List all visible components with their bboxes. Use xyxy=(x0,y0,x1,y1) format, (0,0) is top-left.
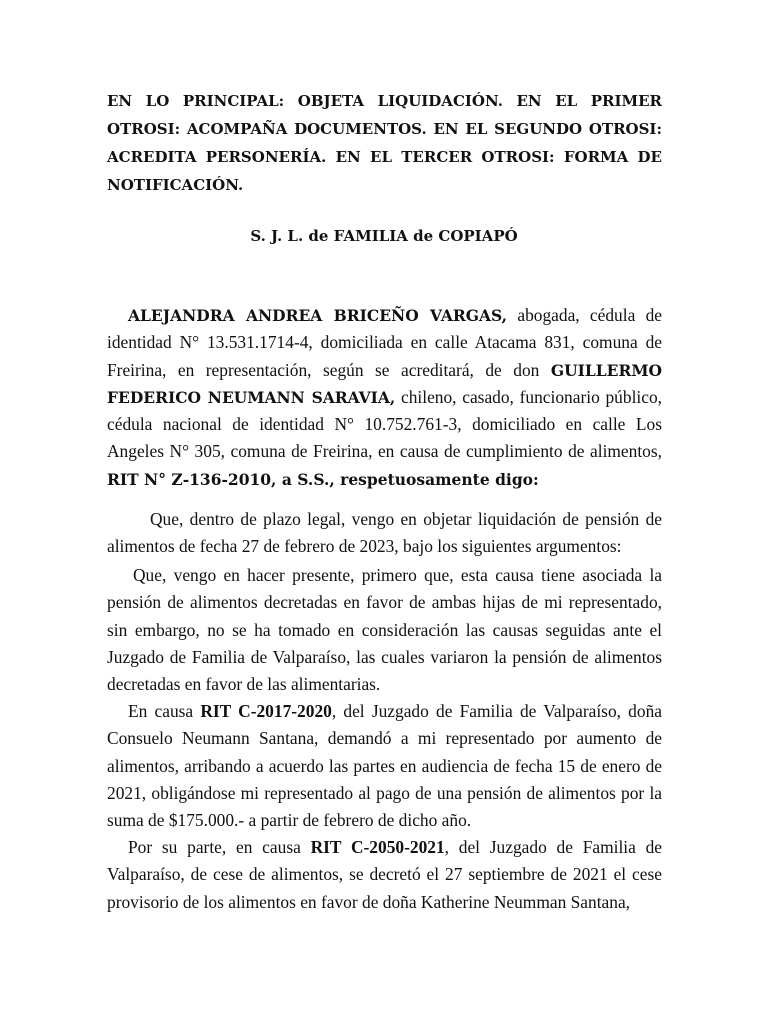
intro-text-1: abogada, cédula de identidad N° 13.531.1714-4, domiciliada en calle Atacama 831, comuna de Freirina, en representación, según se acreditará, de don xyxy=(107,305,662,380)
paragraph-objection: Que, dentro de plazo legal, vengo en objetar liquidación de pensión de alimentos de fecha 27 de febrero de 2023, bajo los siguientes argumentos: xyxy=(107,509,662,557)
intro-closing: RIT N° Z-136-2010, a S.S., respetuosamente digo: xyxy=(107,469,539,489)
intro-text-2: chileno, casado, funcionario público, cédula nacional de identidad N° 10.752.761-3, domiciliado en calle Los Angeles N° 305, comuna de Freirina, en causa de cumplimiento de alimentos, xyxy=(107,386,662,462)
p5-prefix: Por su parte, en causa xyxy=(128,837,311,857)
document-heading: EN LO PRINCIPAL: OBJETA LIQUIDACIÓN. EN EL PRIMER OTROSI: ACOMPAÑA DOCUMENTOS. EN EL SEGUNDO OTROSI: ACREDITA PERSONERÍA. EN EL TERCER OTROSI: FORMA DE NOTIFICACIÓN. xyxy=(107,92,662,194)
client-name: GUILLERMO FEDERICO NEUMANN SARAVIA, xyxy=(107,360,662,407)
p4-rit: RIT C-2017-2020 xyxy=(200,701,332,721)
lawyer-name: ALEJANDRA ANDREA BRICEÑO VARGAS, xyxy=(128,306,508,325)
paragraph-context: Que, vengo en hacer presente, primero que, esta causa tiene asociada la pensión de alimentos decretadas en favor de ambas hijas de mi representado, sin embargo, no se ha tomado en consideración las causas seguidas ante el Juzgado de Familia de Valparaíso, las cuales variaron la pensión de alimentos decretadas en favor de las alimentarias. xyxy=(107,565,662,695)
court-addressee: S. J. L. de FAMILIA de COPIAPÓ xyxy=(250,227,518,245)
p4-prefix: En causa xyxy=(128,701,201,721)
p4-text: , del Juzgado de Familia de Valparaíso, doña Consuelo Neumann Santana, demandó a mi representado por aumento de alimentos, arribando a acuerdo las partes en audiencia de fecha 15 de enero de 2021, obligándose mi representado al pago de una pensión de alimentos por la suma de $175.000.- a partir de febrero de dicho año. xyxy=(107,701,662,831)
intro-paragraph xyxy=(107,302,662,493)
paragraph-case-2050 xyxy=(107,834,662,916)
paragraph-case-2017 xyxy=(107,698,662,834)
p5-text: , del Juzgado de Familia de Valparaíso, de cese de alimentos, se decretó el 27 septiembre de 2021 el cese provisorio de los alimentos en favor de doña Katherine Neumman Santana, xyxy=(107,837,663,912)
p5-rit: RIT C-2050-2021 xyxy=(310,837,445,857)
